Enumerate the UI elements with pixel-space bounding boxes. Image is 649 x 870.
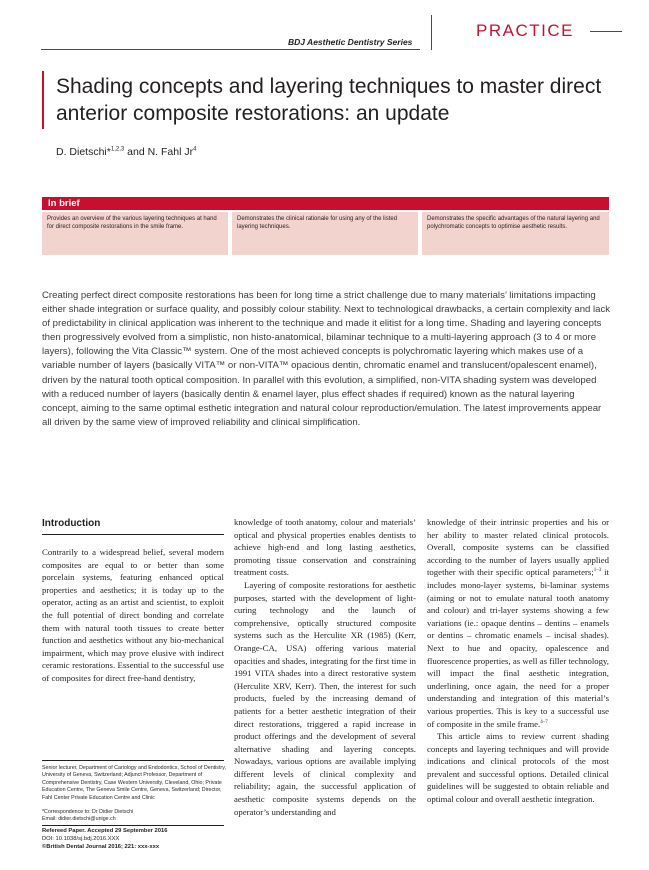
header-divider-left [431,15,432,50]
author-1-affiliations: 1,2,3 [110,146,125,153]
pubinfo-rule [42,825,224,826]
body-column-3 [427,516,609,806]
publication-info [42,828,227,852]
email-line: Email: didier.dietschi@unige.ch [42,816,116,822]
header-rule-left [41,49,420,50]
in-brief-point-2: Demonstrates the clinical rationale for using any of the listed layering techniques. [232,212,418,255]
in-brief-bar [42,197,609,210]
citation: 1–3 [593,568,602,574]
author-2-affiliations: 4 [193,146,197,153]
author-1: D. Dietschi* [56,146,111,158]
author-line [56,146,196,158]
article-title: Shading concepts and layering techniques to master direct anterior composite restorations: an update [56,75,602,125]
refereed-line: Refereed Paper. Accepted 29 September 2016 [42,828,168,834]
in-brief-point-1: Provides an overview of the various layering techniques at hand for direct composite restorations in the smile frame. [42,212,228,255]
introduction-rule [42,534,224,535]
author-separator: and [124,146,148,158]
body-column-1 [42,546,224,685]
affiliations-footnote: Senior lecturer, Department of Cariology and Endodontics, School of Dentistry, University of Geneva, Switzerland; Adjunct Professor, Department of Comprehensive Dentistry, Case Western University, Cleveland, Ohio; Private Education Centre, The Geneva Smile Centre, Geneva, Switzerland; Director, Fahl Center Private Education Centre and Clinic [42,765,226,801]
correspondence-line: *Correspondence to: Dr Didier Dietschi [42,809,134,815]
body-paragraph: This article aims to review current shading concepts and layering techniques and will provide indications and clinical protocols of the most prevalent and successful options. Detailed clinical guidelines will be suggested to obtain reliable and optimal colour and overall aesthetic integration. [427,731,609,805]
in-brief-point-3: Demonstrates the specific advantages of the natural layering and polychromatic concepts to optimise aesthetic results. [422,212,609,255]
body-text: knowledge of their intrinsic properties and his or her ability to master related clinical protocols. Overall, composite systems can be classified according to the number of layers usually applied together with their specific optical parameters; [427,517,609,578]
abstract: Creating perfect direct composite restorations has been for long time a strict challenge due to many materials’ limitations impacting either shade integration or surface quality, and possibly colour stability. Next to technological drawbacks, a certain complexity and lack of predictability in clinical application was inherent to the technique and made it elitist for a long time. Shading and layering concepts then progressively evolved from a simplistic, non histo-anatomical, bilaminar technique to a multi-layering approach (3 to 4 or more layers), following the Vita Classic™ system. One of the most achieved concepts is polychromatic layering which makes use of a variable number of layers (basically VITA™ or non-VITA™ opacious dentin, chromatic enamel and translucent/opalescent enamel), driven by the natural tooth optical composition. In parallel with this evolution, a simplified, non-VITA shading system was developed with a reduced number of layers (basically dentin & enamel layer, plus effect shades if required) known as the natural layering concept, aiming to the same optimal esthetic integration and natural colour reproduction/emulation. The latest improvements appear all driven by the same view of improved reliability and clinical simplification. [42,290,611,428]
footnote-rule [42,760,224,761]
body-text: it includes mono-layer systems, bi-laminar systems (aiming or not to emulate natural tooth anatomy and colour) and tri-layer systems showing a few variations (ie.: opaque dentins – dentins – enamels or dentins – chromatic enamels – incisal shades). Next to hue and opacity, opalescence and fluorescence properties, as well as filler technology, will impact the final aesthetic integration, underlining, once again, the need for a proper understanding and integration of this material’s various properties. This is key to a successful use of composite in the smile frame. [427,567,609,729]
body-paragraph: Layering of composite restorations for aesthetic purposes, started with the development of light-curing technology and the launch of comprehensive, optically structured composite systems such as the Herculite XR (1985) (Kerr, Orange-CA, USA) offering various material opacities and shades, integrating for the first time in 1991 VITA shades into a direct restorative system (Herculite XRV, Kerr). Then, the interest for such products, fueled by the increasing demand of patients for a better aesthetic integration of their direct restorations, triggered a rapid increase in product offerings and the development of several alternative shading and layering concepts. Nowadays, various options are available implying different levels of clinical complexity and reliability; again, the successful application of aesthetic composite systems depends on the operator’s understanding and [234,579,416,817]
section-label: PRACTICE [476,21,574,40]
doi-line: DOI: 10.1038/sj.bdj.2016.XXX [42,835,120,842]
body-column-2 [234,516,416,818]
header-rule-right [590,31,622,32]
journal-line: ©British Dental Journal 2016; 221: xxx-xxx [42,843,160,850]
body-paragraph: Contrarily to a widespread belief, several modern composites are equal to or better than some porcelain systems, featuring enhanced optical properties and aesthetics; it is today up to the operator, acting as an artist and scientist, to exploit the full potential of direct bonding and correlate them with natural tooth tissues to create better function and aesthetics without any bio-mechanical impairment, which may prove elusive with indirect ceramic restorations. Essential to the successful use of composites for direct free-hand dentistry, [42,547,224,683]
title-accent-bar [42,71,44,129]
author-2: N. Fahl Jr [147,146,194,158]
body-paragraph: knowledge of tooth anatomy, colour and materials’ optical and physical properties enables dentists to achieve high-end and long lasting aesthetics, promoting tissue conservation and constraining treatment costs. [234,517,416,578]
citation: 4–7 [540,719,548,725]
series-name: BDJ Aesthetic Dentistry Series [288,37,413,47]
body-paragraph [427,516,609,730]
in-brief-heading: In brief [48,198,80,209]
introduction-heading: Introduction [42,518,101,529]
